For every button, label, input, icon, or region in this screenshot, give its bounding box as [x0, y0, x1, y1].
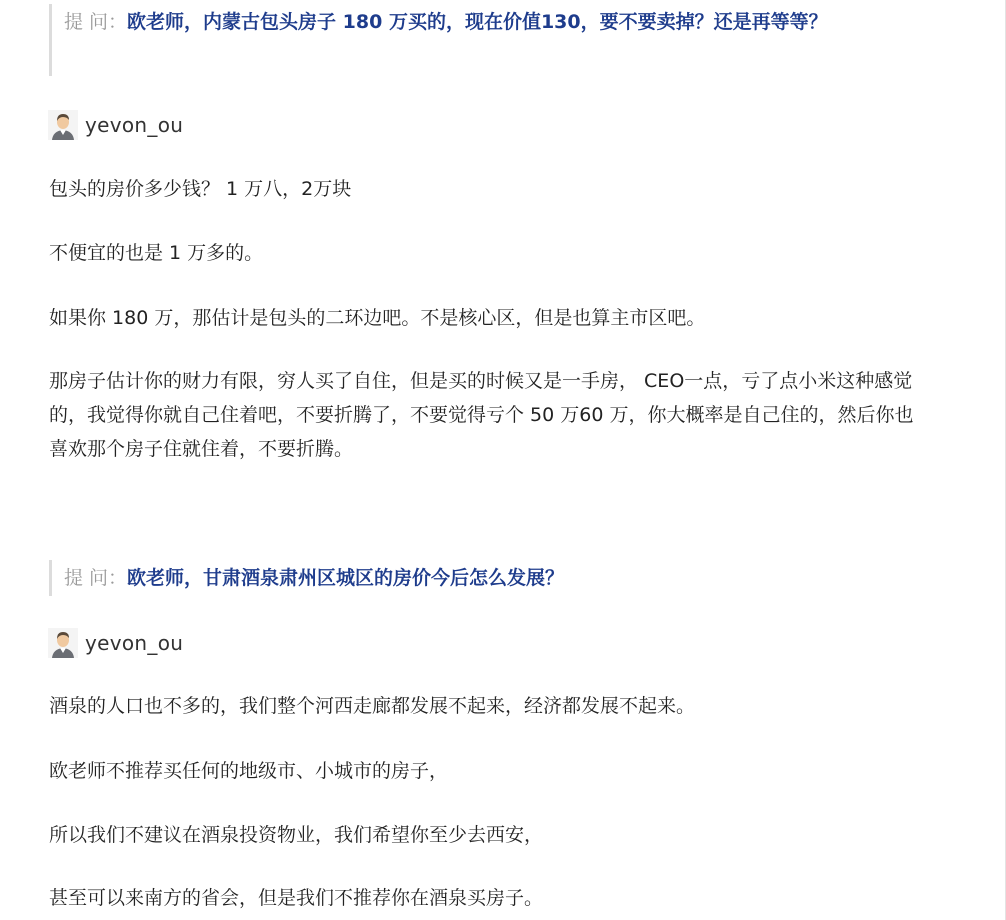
author-row [48, 627, 183, 659]
answer-paragraph: 欧老师不推荐买任何的地级市、小城市的房子， [49, 760, 449, 782]
question-quote [49, 4, 909, 76]
question-prefix: 提 问： [64, 567, 128, 589]
question-prefix: 提 问： [64, 11, 128, 33]
author-name[interactable]: yevon_ou [85, 631, 184, 655]
answer-paragraph: 如果你 180 万，那估计是包头的二环边吧。不是核心区，但是也算主市区吧。 [49, 307, 706, 329]
author-row [48, 109, 183, 141]
question-text: 欧老师，甘肃酒泉肃州区城区的房价今后怎么发展？ [127, 567, 565, 589]
question-text: 欧老师，内蒙古包头房子 180 万买的，现在价值130，要不要卖掉？还是再等等？ [127, 11, 828, 33]
answer-paragraph: 酒泉的人口也不多的，我们整个河西走廊都发展不起来，经济都发展不起来。 [49, 695, 696, 717]
answer-paragraph: 包头的房价多少钱？ 1 万八，2万块 [49, 178, 352, 200]
user-avatar-icon [48, 110, 78, 140]
user-avatar-icon [48, 628, 78, 658]
answer-paragraph: 那房子估计你的财力有限，穷人买了自住，但是买的时候又是一手房， CEO一点，亏了点小米这种感觉的，我觉得你就自己住着吧，不要折腾了，不要觉得亏个 50 万60 万，你大概率是自己住的，然后你也喜欢那个房子住就住着，不要折腾。 [49, 370, 914, 460]
answer-paragraph: 不便宜的也是 1 万多的。 [49, 242, 264, 264]
author-name[interactable]: yevon_ou [85, 113, 184, 137]
answer-paragraph: 所以我们不建议在酒泉投资物业，我们希望你至少去西安， [49, 824, 544, 846]
answer-paragraph: 甚至可以来南方的省会，但是我们不推荐你在酒泉买房子。 [49, 887, 544, 909]
question-quote [49, 560, 909, 596]
